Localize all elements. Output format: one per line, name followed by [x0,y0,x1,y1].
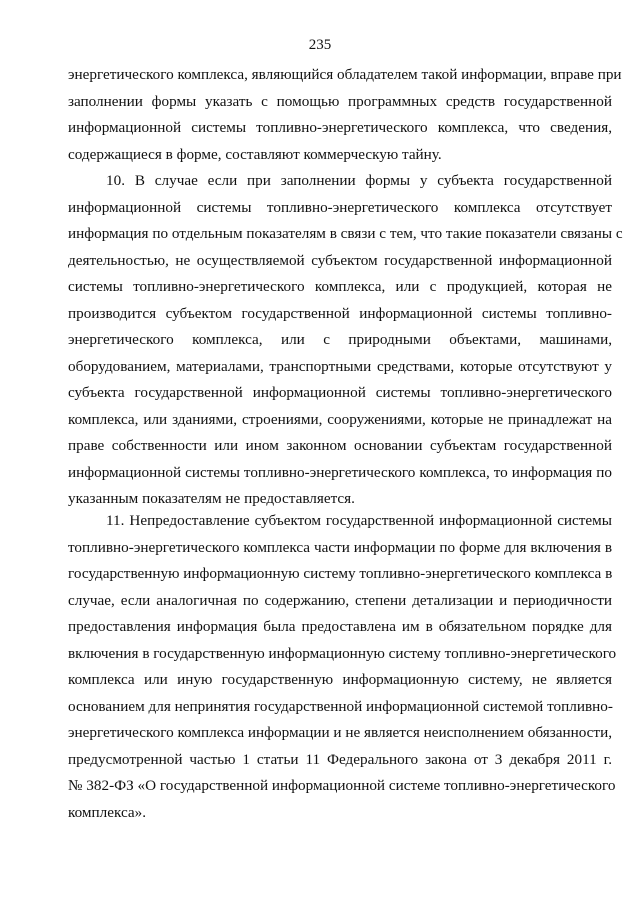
text-line: топливно-энергетического комплекса части информации по форме для включения в [68,538,612,556]
text-line: № 382-ФЗ «О государственной информационной системе топливно-энергетического [68,777,616,794]
text-line: 11. Непредоставление субъектом государственной информационной системы [106,512,612,529]
paragraph-11 [68,508,617,826]
text-line: производится субъектом государственной информационной системы топливно- [68,304,612,322]
paragraph-continuation [68,62,622,168]
text-line: заполнении формы указать с помощью программных средств государственной [68,92,612,110]
page-number: 235 [308,37,332,53]
text-line: государственную информационную систему топливно-энергетического комплекса в [68,565,613,582]
text-line: основанием для непринятия государственной информационной системой топливно- [68,697,613,715]
text-line: информационной системы топливно-энергетического комплекса отсутствует [68,198,612,216]
text-line: предоставления информация была предоставлена им в обязательном порядке для [68,618,612,635]
text-line: включения в государственную информационную систему топливно-энергетического [68,644,617,662]
text-line: субъекта государственной информационной системы топливно-энергетического [68,384,612,401]
text-line: комплекса или иную государственную информационную систему, не является [68,671,612,688]
paragraph-10 [68,168,623,513]
text-line: праве собственности или ином законном основании субъектам государственной [68,437,612,454]
text-line: энергетического комплекса информации и не является неисполнением обязанности, [68,724,612,741]
text-line: указанным показателям не предоставляется. [68,490,355,507]
text-line: содержащиеся в форме, составляют коммерческую тайну. [68,145,442,163]
text-line: 10. В случае если при заполнении формы у субъекта государственной [106,172,612,189]
text-line: системы топливно-энергетического комплекса, или с продукцией, которая не [68,278,612,295]
text-line: информационной системы топливно-энергетического комплекса, что сведения, [68,119,612,136]
text-line: информация по отдельным показателям в связи с тем, что такие показатели связаны с [68,225,623,242]
text-line: случае, если аналогичная по содержанию, степени детализации и периодичности [68,591,612,609]
text-line: деятельностью, не осуществляемой субъектом государственной информационной [68,251,612,269]
text-line: информационной системы топливно-энергетического комплекса, то информация по [68,463,612,481]
text-line: энергетического комплекса, или с природными объектами, машинами, [68,331,612,348]
text-line: комплекса, или зданиями, строениями, сооружениями, которые не принадлежат на [68,410,612,428]
text-line: энергетического комплекса, являющийся обладателем такой информации, вправе при [68,66,622,83]
text-line: комплекса». [68,803,147,821]
text-line: оборудованием, материалами, транспортными средствами, которые отсутствуют у [68,357,612,375]
text-line: предусмотренной частью 1 статьи 11 Федерального закона от 3 декабря 2011 г. [68,750,612,768]
